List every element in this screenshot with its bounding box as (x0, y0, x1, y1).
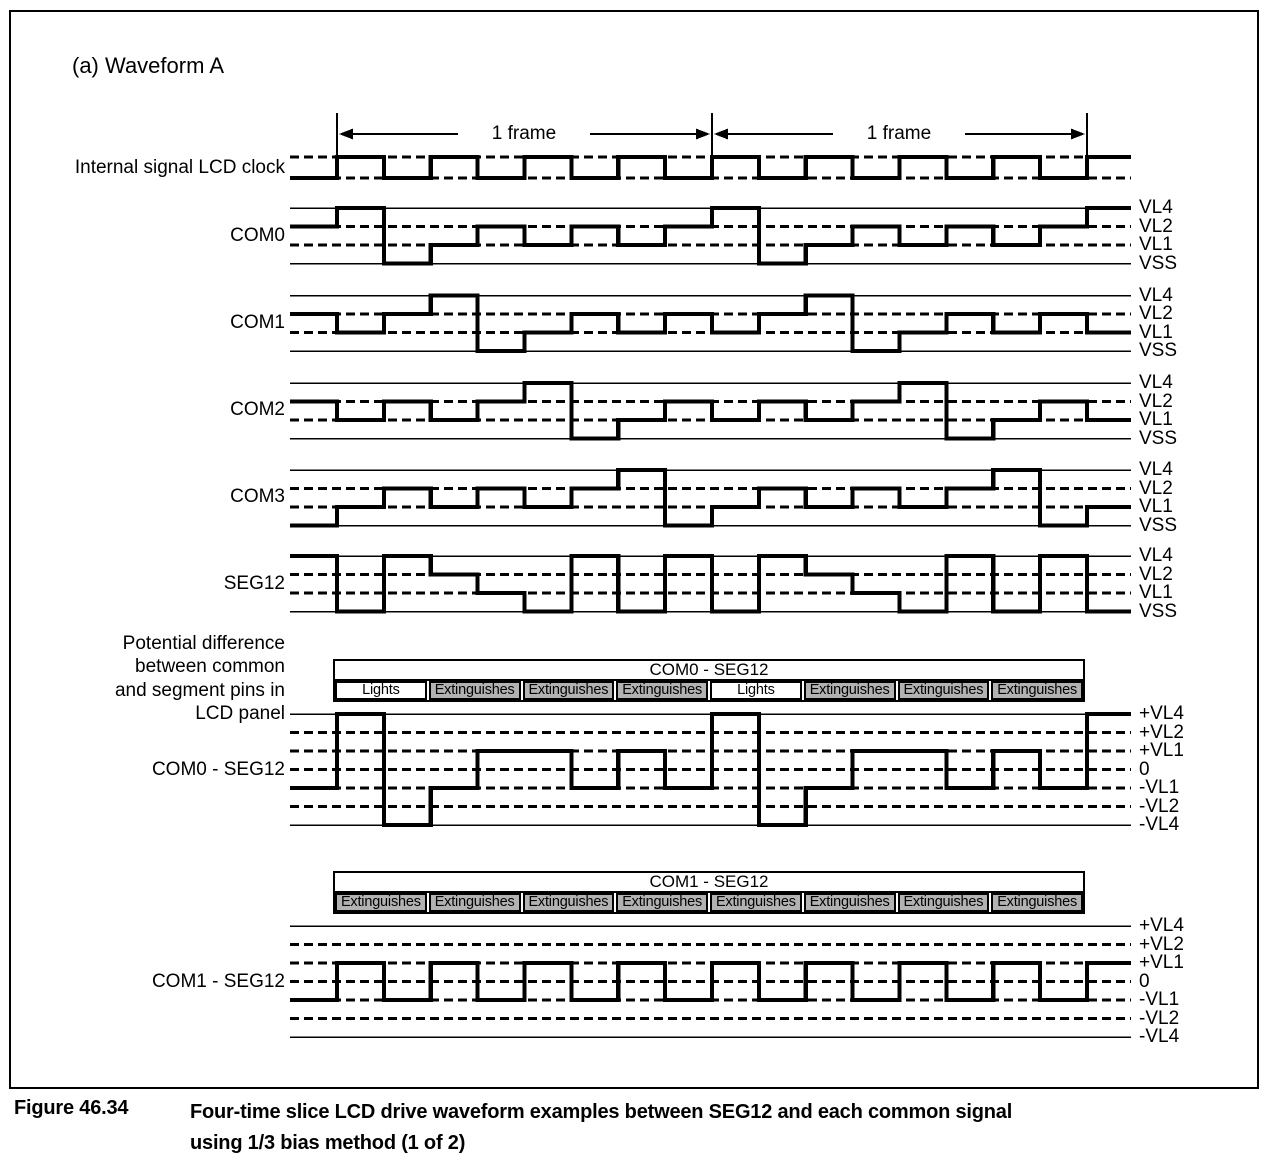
level-label-com2: VSS (1139, 427, 1178, 449)
table-cell: Extinguishes (991, 681, 1083, 700)
level-label-com0-seg12: -VL2 (1139, 795, 1180, 817)
level-label-com1-seg12: +VL1 (1139, 952, 1184, 973)
waveform-row-com3 (290, 470, 1131, 526)
level-label-com0: VL4 (1139, 197, 1173, 218)
level-label-com0-seg12: -VL1 (1139, 777, 1180, 798)
level-label-seg12: VL2 (1139, 563, 1173, 585)
table-cell: Extinguishes (616, 893, 708, 912)
section-title: (a) Waveform A (72, 53, 224, 78)
waveform-row-com1-seg12 (290, 926, 1131, 1037)
table-cell: Extinguishes (335, 893, 427, 912)
level-label-com0: VL1 (1139, 234, 1173, 255)
row-label-seg12: SEG12 (223, 573, 285, 594)
waveform-row-clock (290, 157, 1131, 178)
waveform-row-com2 (290, 383, 1131, 439)
row-label-com0: COM0 (230, 225, 285, 246)
signal-trace-com1 (290, 296, 1131, 352)
level-label-com3: VSS (1139, 514, 1178, 536)
table-cell: Extinguishes (523, 681, 615, 700)
arrowhead-right-icon (696, 129, 710, 140)
row-label-com3: COM3 (230, 486, 285, 507)
potential-difference-label-line: between common (135, 656, 285, 678)
level-label-com0-seg12: 0 (1139, 758, 1150, 780)
level-label-com1: VL1 (1139, 321, 1173, 343)
waveform-row-com0 (290, 208, 1131, 264)
table-cell: Extinguishes (898, 681, 990, 700)
level-label-com0: VSS (1139, 252, 1178, 274)
table-cells-row (335, 893, 1083, 912)
level-label-com1-seg12: -VL4 (1139, 1026, 1180, 1047)
frame-length-label: 1 frame (491, 123, 557, 144)
level-label-com0-seg12: +VL1 (1139, 740, 1184, 761)
level-label-com1: VSS (1139, 340, 1178, 361)
level-label-com2: VL2 (1139, 390, 1173, 412)
signal-trace-seg12 (290, 556, 1131, 612)
arrowhead-left-icon (714, 129, 728, 140)
state-table-com1-seg12 (333, 871, 1085, 914)
table-cell: Lights (335, 681, 427, 700)
waveform-row-com0-seg12 (290, 714, 1131, 825)
table-title: COM0 - SEG12 (335, 661, 1083, 681)
level-label-com1-seg12: +VL4 (1139, 915, 1184, 936)
row-label-com2: COM2 (230, 399, 285, 420)
level-label-com1-seg12: +VL2 (1139, 933, 1184, 955)
potential-difference-label-line: Potential difference (122, 633, 285, 654)
level-label-com1: VL4 (1139, 284, 1173, 306)
level-label-com1-seg12: -VL2 (1139, 1007, 1180, 1029)
table-cells-row (335, 681, 1083, 700)
potential-difference-label-line: LCD panel (195, 703, 285, 725)
row-label-com1: COM1 (230, 312, 285, 333)
row-label-com1-seg12: COM1 - SEG12 (151, 970, 285, 992)
level-label-com3: VL2 (1139, 477, 1173, 499)
table-cell: Extinguishes (710, 893, 802, 912)
level-label-seg12: VL1 (1139, 582, 1173, 603)
level-label-seg12: VSS (1139, 600, 1178, 622)
level-label-com0-seg12: +VL4 (1139, 703, 1184, 724)
table-cell: Extinguishes (991, 893, 1083, 912)
state-table-com0-seg12 (333, 659, 1085, 702)
signal-trace-com2 (290, 383, 1131, 439)
table-cell: Extinguishes (898, 893, 990, 912)
table-cell: Extinguishes (804, 893, 896, 912)
level-label-com0-seg12: -VL4 (1139, 814, 1180, 835)
level-label-com2: VL1 (1139, 409, 1173, 430)
figure-number: Figure 46.34 (14, 1097, 129, 1119)
potential-difference-label-line: and segment pins in (114, 679, 285, 701)
table-cell: Extinguishes (429, 681, 521, 700)
level-label-com1-seg12: -VL1 (1139, 989, 1180, 1010)
signal-trace-clock (290, 157, 1131, 178)
level-label-com0: VL2 (1139, 215, 1173, 237)
table-cell: Extinguishes (429, 893, 521, 912)
level-label-com1: VL2 (1139, 303, 1173, 324)
table-cell: Extinguishes (616, 681, 708, 700)
level-label-com1-seg12: 0 (1139, 970, 1150, 992)
level-label-com2: VL4 (1139, 372, 1173, 393)
table-title: COM1 - SEG12 (335, 873, 1083, 893)
table-cell: Extinguishes (804, 681, 896, 700)
row-label-clock: Internal signal LCD clock (74, 157, 285, 178)
level-label-com3: VL1 (1139, 496, 1173, 517)
arrowhead-left-icon (339, 129, 353, 140)
waveform-row-seg12 (290, 556, 1131, 612)
level-label-seg12: VL4 (1139, 545, 1173, 566)
table-cell: Lights (710, 681, 802, 700)
figure-caption (190, 1097, 1012, 1159)
table-cell: Extinguishes (523, 893, 615, 912)
level-label-com0-seg12: +VL2 (1139, 721, 1184, 743)
level-label-com3: VL4 (1139, 459, 1173, 480)
signal-trace-com3 (290, 470, 1131, 526)
waveform-row-com1 (290, 296, 1131, 352)
caption-line-1: Four-time slice LCD drive waveform examples between SEG12 and each common signal (190, 1101, 1013, 1123)
row-label-com0-seg12: COM0 - SEG12 (151, 758, 285, 780)
frame-length-label: 1 frame (866, 123, 932, 144)
signal-trace-com0 (290, 208, 1131, 264)
caption-line-2: using 1/3 bias method (1 of 2) (190, 1132, 466, 1154)
arrowhead-right-icon (1071, 129, 1085, 140)
